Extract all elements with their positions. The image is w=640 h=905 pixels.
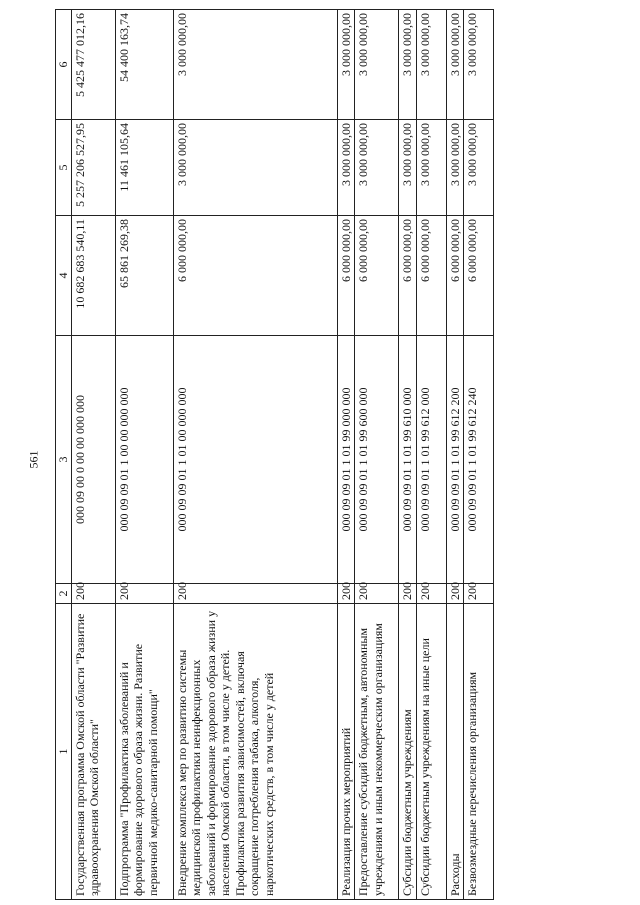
row-admin-code-cell: 200 — [464, 584, 494, 604]
table-header-row — [56, 10, 72, 900]
table-row — [355, 10, 399, 900]
row-budget-classification-cell: 000 09 09 01 1 01 99 600 000 — [355, 336, 399, 584]
row-budget-classification-cell: 000 09 09 01 1 01 99 612 000 — [416, 336, 446, 584]
row-amount-col5-cell: 3 000 000,00 — [416, 120, 446, 216]
row-name-cell: Предоставление субсидий бюджетным, автономным учреждениям и иным некоммерческим организациям — [355, 604, 399, 900]
row-budget-classification-cell: 000 09 09 01 1 01 99 000 000 — [337, 336, 355, 584]
row-amount-col4-cell: 6 000 000,00 — [337, 216, 355, 336]
row-admin-code-cell: 200 — [337, 584, 355, 604]
row-amount-col4-cell: 6 000 000,00 — [464, 216, 494, 336]
column-header: 3 — [56, 336, 72, 584]
column-header: 4 — [56, 216, 72, 336]
row-amount-col6-cell: 3 000 000,00 — [464, 10, 494, 120]
page-number: 561 — [26, 450, 41, 469]
row-name-cell: Реализация прочих мероприятий — [337, 604, 355, 900]
row-amount-col5-cell: 3 000 000,00 — [399, 120, 417, 216]
table-row — [173, 10, 337, 900]
row-amount-col4-cell: 10 682 683 540,11 — [71, 216, 115, 336]
column-header: 1 — [56, 604, 72, 900]
row-amount-col6-cell: 3 000 000,00 — [416, 10, 446, 120]
row-amount-col4-cell: 6 000 000,00 — [416, 216, 446, 336]
row-amount-col6-cell: 3 000 000,00 — [446, 10, 464, 120]
column-header: 6 — [56, 10, 72, 120]
row-amount-col5-cell: 3 000 000,00 — [464, 120, 494, 216]
row-name-cell: Внедрение комплекса мер по развитию системы медицинской профилактики неинфекционных заболеваний и формирование здорового образа жизни у населения Омской области, в том числе у детей. Профилактика развития зависимостей, включая сокращение потребления табака, алкоголя, наркотических средств, в том числе у детей — [173, 604, 337, 900]
budget-table-sheet — [55, 10, 605, 900]
row-amount-col5-cell: 5 257 206 527,95 — [71, 120, 115, 216]
row-budget-classification-cell: 000 09 09 01 1 01 00 000 000 — [173, 336, 337, 584]
row-amount-col5-cell: 3 000 000,00 — [173, 120, 337, 216]
row-budget-classification-cell: 000 09 09 01 1 01 99 612 240 — [464, 336, 494, 584]
row-admin-code-cell: 200 — [399, 584, 417, 604]
row-amount-col5-cell: 3 000 000,00 — [337, 120, 355, 216]
table-row — [399, 10, 417, 900]
row-admin-code-cell: 200 — [71, 584, 115, 604]
row-name-cell: Субсидии бюджетным учреждениям — [399, 604, 417, 900]
row-amount-col6-cell: 3 000 000,00 — [355, 10, 399, 120]
row-budget-classification-cell: 000 09 00 0 00 00 000 000 — [71, 336, 115, 584]
row-amount-col5-cell: 3 000 000,00 — [446, 120, 464, 216]
row-amount-col5-cell: 11 461 105,64 — [115, 120, 173, 216]
row-amount-col6-cell: 5 425 477 012,16 — [71, 10, 115, 120]
row-amount-col4-cell: 6 000 000,00 — [399, 216, 417, 336]
row-name-cell: Государственная программа Омской области "Развитие здравоохранения Омской области" — [71, 604, 115, 900]
budget-table — [55, 9, 494, 900]
row-name-cell: Расходы — [446, 604, 464, 900]
row-name-cell: Субсидии бюджетным учреждениям на иные цели — [416, 604, 446, 900]
row-amount-col6-cell: 3 000 000,00 — [173, 10, 337, 120]
table-row — [464, 10, 494, 900]
row-amount-col6-cell: 54 400 163,74 — [115, 10, 173, 120]
row-budget-classification-cell: 000 09 09 01 1 01 99 610 000 — [399, 336, 417, 584]
row-amount-col4-cell: 65 861 269,38 — [115, 216, 173, 336]
table-row — [115, 10, 173, 900]
column-header: 5 — [56, 120, 72, 216]
table-row — [71, 10, 115, 900]
row-name-cell: Безвозмездные перечисления организациям — [464, 604, 494, 900]
row-amount-col4-cell: 6 000 000,00 — [173, 216, 337, 336]
table-row — [416, 10, 446, 900]
row-name-cell: Подпрограмма "Профилактика заболеваний и формирование здорового образа жизни. Развитие первичной медико-санитарной помощи" — [115, 604, 173, 900]
row-budget-classification-cell: 000 09 09 01 1 01 99 612 200 — [446, 336, 464, 584]
row-amount-col5-cell: 3 000 000,00 — [355, 120, 399, 216]
row-admin-code-cell: 200 — [416, 584, 446, 604]
row-amount-col6-cell: 3 000 000,00 — [399, 10, 417, 120]
row-budget-classification-cell: 000 09 09 01 1 00 00 000 000 — [115, 336, 173, 584]
row-admin-code-cell: 200 — [355, 584, 399, 604]
column-header: 2 — [56, 584, 72, 604]
row-amount-col4-cell: 6 000 000,00 — [446, 216, 464, 336]
row-admin-code-cell: 200 — [173, 584, 337, 604]
row-admin-code-cell: 200 — [115, 584, 173, 604]
table-row — [446, 10, 464, 900]
row-amount-col6-cell: 3 000 000,00 — [337, 10, 355, 120]
row-admin-code-cell: 200 — [446, 584, 464, 604]
table-row — [337, 10, 355, 900]
row-amount-col4-cell: 6 000 000,00 — [355, 216, 399, 336]
